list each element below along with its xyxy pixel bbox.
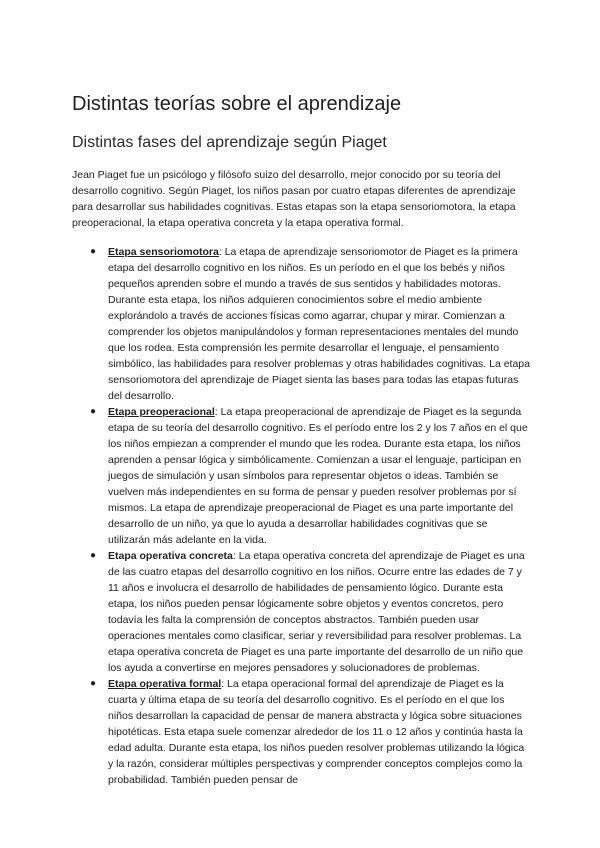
stage-description: : La etapa de aprendizaje sensoriomotor de Piaget es la primera etapa del desarrollo cognitivo en los niños. Es un período en el que los bebés y niños pequeños aprenden sobre el mundo a través de sus sentidos y habilidades motoras. Durante esta etapa, los niños adquieren conocimientos sobre el medio ambiente explorándolo a través de acciones físicas como agarrar, chupar y mirar. Comienzan a comprender los objetos manipulándolos y forman representaciones mentales del mundo que los rodea. Esta comprensión les permite desarrollar el lenguaje, el pensamiento simbólico, las habilidades para resolver problemas y otras habilidades cognitivas. La etapa sensoriomotora del aprendizaje de Piaget sienta las bases para todas las etapas futuras del desarrollo. <box>108 246 530 402</box>
stage-term: Etapa preoperacional <box>108 406 215 418</box>
list-item <box>72 244 530 404</box>
bullet-icon: ● <box>90 550 97 561</box>
bullet-icon: ● <box>90 246 97 257</box>
bullet-icon: ● <box>90 678 97 689</box>
stage-term: Etapa operativa concreta <box>108 550 233 562</box>
list-item <box>72 548 530 676</box>
stage-term: Etapa sensoriomotora <box>108 246 219 258</box>
section-subtitle: Distintas fases del aprendizaje según Piaget <box>72 134 387 151</box>
list-item <box>72 676 530 788</box>
bullet-icon: ● <box>90 406 97 417</box>
stages-list <box>72 244 530 788</box>
document-page <box>72 92 530 788</box>
stage-term: Etapa operativa formal <box>108 678 222 690</box>
stage-description: : La etapa operacional formal del aprendizaje de Piaget es la cuarta y última etapa de su teoría del desarrollo cognitivo. Es el período en el que los niños desarrollan la capacidad de pensar de manera abstracta y lógica sobre situaciones hipotéticas. Esta etapa suele comenzar alrededor de los 11 o 12 años y continúa hasta la edad adulta. Durante esta etapa, los niños pueden resolver problemas utilizando la lógica y la razón, considerar múltiples perspectivas y comprender conceptos complejos como la probabilidad. También pueden pensar de <box>108 678 525 786</box>
stage-description: : La etapa operativa concreta del aprendizaje de Piaget es una de las cuatro etapas del desarrollo cognitivo en los niños. Ocurre entre las edades de 7 y 11 años e involucra el desarrollo de habilidades de pensamiento lógico. Durante esta etapa, los niños pueden pensar lógicamente sobre objetos y eventos concretos, pero todavía les falta la comprensión de conceptos abstractos. También pueden usar operaciones mentales como clasificar, seriar y reversibilidad para resolver problemas. La etapa operativa concreta de Piaget es una parte importante del desarrollo de un niño que los ayuda a convertirse en mejores pensadores y solucionadores de problemas. <box>108 550 525 674</box>
document-title: Distintas teorías sobre el aprendizaje <box>72 93 402 115</box>
stage-description: : La etapa preoperacional de aprendizaje de Piaget es la segunda etapa de su teoría del desarrollo cognitivo. Es el período entre los 2 y los 7 años en el que los niños empiezan a comprender el mundo que les rodea. Durante esta etapa, los niños aprenden a pensar lógica y simbólicamente. Comienzan a usar el lenguaje, participan en juegos de simulación y usan símbolos para representar objetos o ideas. También se vuelven más independientes en su forma de pensar y pueden resolver problemas por sí mismos. La etapa de aprendizaje preoperacional de Piaget es una parte importante del desarrollo de un niño, ya que lo ayuda a desarrollar habilidades cognitivas que se utilizarán más adelante en la vida. <box>108 406 528 546</box>
intro-paragraph: Jean Piaget fue un psicólogo y filósofo suizo del desarrollo, mejor conocido por su teoría del desarrollo cognitivo. Según Piaget, los niños pasan por cuatro etapas diferentes de aprendizaje para desarrollar sus habilidades cognitivas. Estas etapas son la etapa sensoriomotora, la etapa preoperacional, la etapa operativa concreta y la etapa operativa formal. <box>72 169 516 229</box>
list-item <box>72 404 530 548</box>
